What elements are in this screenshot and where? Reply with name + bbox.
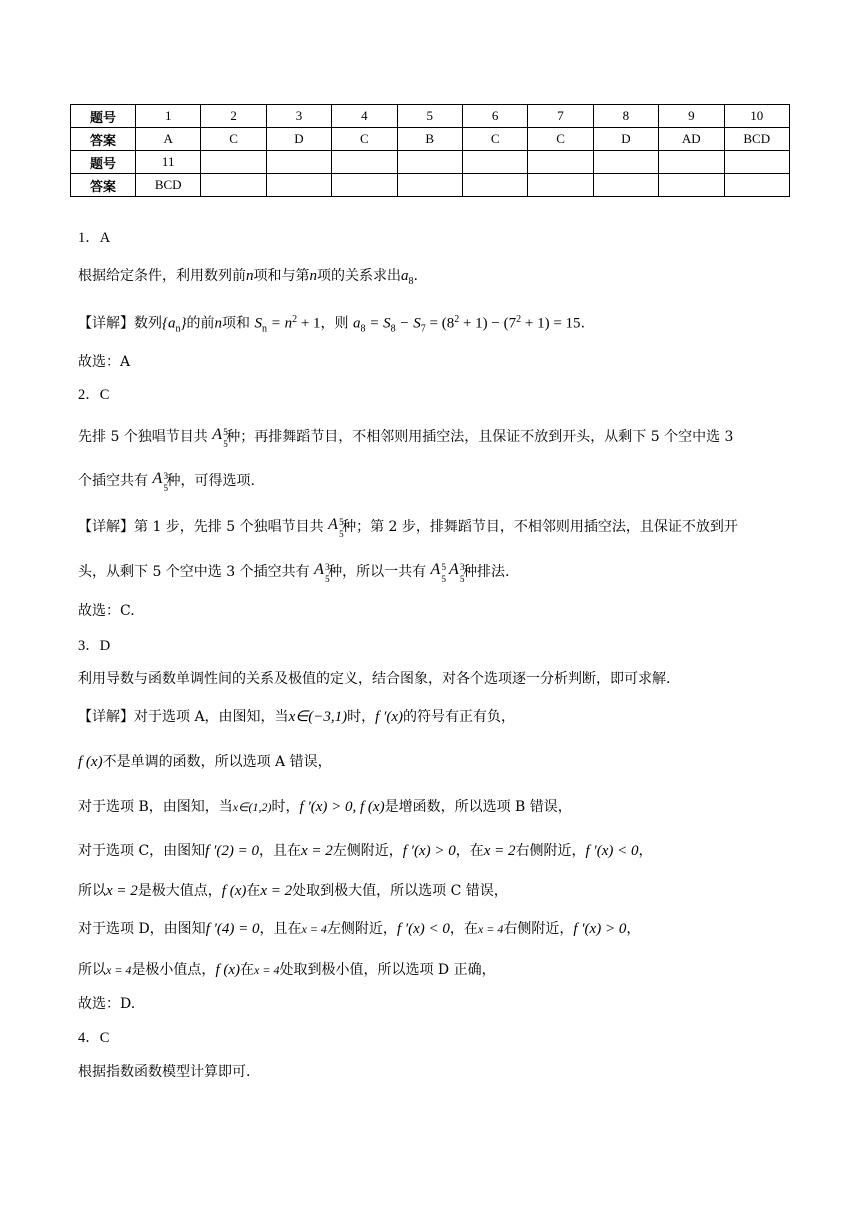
table-cell xyxy=(659,151,724,174)
text: 个插空共有 xyxy=(78,473,148,489)
q3-detail-line4 xyxy=(78,841,652,861)
math-sub: 5 xyxy=(223,439,228,449)
table-cell xyxy=(201,174,266,197)
text: 是极大值点， xyxy=(137,883,222,899)
q2-analysis-line1 xyxy=(78,426,733,447)
table-cell xyxy=(266,174,331,197)
math: x∈(−3,1) xyxy=(288,709,348,725)
table-row xyxy=(71,151,790,174)
math: a xyxy=(353,315,361,332)
text: 所以 xyxy=(78,883,106,899)
math-sup: 5 xyxy=(339,517,344,527)
text: 根据给定条件，利用数列前 xyxy=(78,268,246,284)
text: ，则 xyxy=(320,315,349,332)
math: A xyxy=(328,516,338,533)
math-sub: 5 xyxy=(163,483,168,493)
math: f (x) xyxy=(215,962,241,978)
table-row xyxy=(71,105,790,128)
math: x = 4 xyxy=(106,963,132,977)
permutation-symbol xyxy=(314,561,330,584)
q2-title: 2．C xyxy=(78,387,110,403)
table-header-cell: 题号 xyxy=(71,151,136,174)
q4-analysis: 根据指数函数模型计算即可. xyxy=(78,1064,251,1080)
text: 右侧附近， xyxy=(515,843,586,859)
text: 种排法. xyxy=(462,564,510,580)
math: = S xyxy=(365,315,391,332)
q2-choice: 故选：C. xyxy=(78,603,135,619)
table-cell: AD xyxy=(659,128,724,151)
math: x = 2 xyxy=(106,883,138,899)
text: 种，可得选项. xyxy=(166,473,255,489)
math: n xyxy=(246,268,254,284)
table-row xyxy=(71,174,790,197)
table-cell: D xyxy=(593,128,658,151)
q1-detail xyxy=(78,310,585,339)
q3-title: 3．D xyxy=(78,638,111,654)
q2-detail-line2 xyxy=(78,561,509,582)
table-cell: 9 xyxy=(659,105,724,128)
math-sup: 3 xyxy=(325,562,330,572)
math: + 1) − (7 xyxy=(459,315,517,332)
math: A xyxy=(152,470,163,487)
math: x = 2 xyxy=(260,883,293,899)
table-cell xyxy=(332,174,397,197)
table-header-cell: 题号 xyxy=(71,105,136,128)
math-sub: 5 xyxy=(325,574,330,584)
text: 对于选项 B，由图知，当 xyxy=(78,799,233,815)
text: 项和 xyxy=(222,315,250,332)
text: 左侧附近， xyxy=(332,843,403,859)
math-sub: n xyxy=(261,323,267,335)
table-cell xyxy=(266,151,331,174)
table-cell: C xyxy=(462,128,527,151)
q3-detail-line7 xyxy=(78,960,496,980)
permutation-symbol xyxy=(152,470,168,493)
table-header-cell: 答案 xyxy=(71,128,136,151)
math: + 1) = 15 xyxy=(521,315,581,332)
table-cell: BCD xyxy=(136,174,201,197)
math: + 1 xyxy=(297,315,321,332)
table-cell xyxy=(332,151,397,174)
math-sup: 3 xyxy=(459,562,465,572)
table-cell: 11 xyxy=(136,151,201,174)
q3-detail-line3 xyxy=(78,797,572,817)
q3-detail-line6 xyxy=(78,919,640,939)
text: 左侧附近， xyxy=(326,921,397,937)
math: f ′(x) > 0 xyxy=(402,843,456,859)
text: 是极小值点， xyxy=(131,962,216,978)
math: f ′(x) xyxy=(375,709,404,725)
q4-title: 4．C xyxy=(78,1030,110,1046)
math: n xyxy=(309,268,317,284)
q3-detail-line1 xyxy=(78,707,515,727)
text: 的符号有正有负， xyxy=(403,709,516,725)
math: x = 2 xyxy=(300,843,333,859)
text: 对于选项 C，由图知 xyxy=(78,843,206,859)
text: ，在 xyxy=(455,843,484,859)
table-cell: 2 xyxy=(201,105,266,128)
math: n xyxy=(214,315,222,332)
math: A xyxy=(212,426,223,443)
text: ， xyxy=(638,843,653,859)
math-sup: 2 xyxy=(292,314,298,325)
table-cell xyxy=(397,151,462,174)
table-cell: C xyxy=(201,128,266,151)
detail-label: 【详解】 xyxy=(78,315,134,332)
text: 项的关系求出 xyxy=(317,268,401,284)
math: x = 4 xyxy=(254,963,280,977)
table-cell: 4 xyxy=(332,105,397,128)
table-cell: 7 xyxy=(528,105,593,128)
table-cell xyxy=(593,174,658,197)
math: − S xyxy=(395,315,421,332)
answer-table xyxy=(70,104,790,197)
math: x = 4 xyxy=(301,922,327,936)
table-cell: 6 xyxy=(462,105,527,128)
table-header-cell: 答案 xyxy=(71,174,136,197)
text: ， xyxy=(626,921,641,937)
text: 时， xyxy=(271,799,300,815)
table-cell: D xyxy=(266,128,331,151)
math: f ′(2) = 0 xyxy=(205,843,259,859)
table-cell: A xyxy=(136,128,201,151)
math-sub: 8 xyxy=(390,323,396,335)
math-sub: 8 xyxy=(360,323,366,335)
text: 种，所以一共有 xyxy=(328,564,427,580)
math: A xyxy=(430,561,441,578)
math: = n xyxy=(266,315,293,332)
text: ，在 xyxy=(449,921,478,937)
math-sub: 5 xyxy=(339,529,344,539)
text: 右侧附近， xyxy=(503,921,574,937)
table-cell: 10 xyxy=(724,105,789,128)
text: . xyxy=(580,315,586,332)
q3-detail-line5 xyxy=(78,881,508,901)
permutation-symbol xyxy=(212,426,228,449)
table-cell: 1 xyxy=(136,105,201,128)
math: x∈(1,2) xyxy=(232,800,272,814)
math-sup: 5 xyxy=(441,562,447,572)
math: S xyxy=(254,315,262,332)
table-cell: C xyxy=(528,128,593,151)
permutation-symbol xyxy=(448,561,465,584)
text: 处取到极小值，所以选项 D 正确， xyxy=(279,962,496,978)
math: A xyxy=(448,561,459,578)
table-cell xyxy=(201,151,266,174)
table-cell xyxy=(724,174,789,197)
text: 时， xyxy=(347,709,376,725)
math-sub: 5 xyxy=(459,574,465,584)
text: ，且在 xyxy=(258,843,301,859)
detail-label: 【详解】 xyxy=(78,519,134,535)
q3-detail-line2 xyxy=(78,752,332,772)
q3-choice: 故选：D. xyxy=(78,996,136,1012)
math: {a xyxy=(162,315,176,332)
text: 第 1 步，先排 5 个独唱节目共 xyxy=(134,519,324,535)
math-sup: 2 xyxy=(454,314,460,325)
text: 处取到极大值，所以选项 C 错误， xyxy=(292,883,508,899)
math-sub: 8 xyxy=(408,275,414,287)
text: 项和与第 xyxy=(253,268,310,284)
table-cell: 5 xyxy=(397,105,462,128)
table-cell: 3 xyxy=(266,105,331,128)
text: 所以 xyxy=(78,962,106,978)
table-cell xyxy=(462,174,527,197)
math-sub: n xyxy=(175,323,181,335)
table-cell xyxy=(462,151,527,174)
table-cell xyxy=(659,174,724,197)
math: f ′(x) > 0, f (x) xyxy=(299,799,385,815)
table-cell: B xyxy=(397,128,462,151)
text: 对于选项 D，由图知 xyxy=(78,921,206,937)
text: 在 xyxy=(240,962,255,978)
text: 先排 5 个独唱节目共 xyxy=(78,429,208,445)
text: 在 xyxy=(246,883,261,899)
math-sup: 5 xyxy=(223,427,228,437)
math: f (x) xyxy=(78,754,103,770)
text: 种；再排舞蹈节目，不相邻则用插空法，且保证不放到开头，从剩下 5 个空中选 3 xyxy=(226,429,734,445)
table-cell xyxy=(528,174,593,197)
table-cell xyxy=(724,151,789,174)
text: 头，从剩下 5 个空中选 3 个插空共有 xyxy=(78,564,310,580)
math-sub: 7 xyxy=(420,323,426,335)
q1-title: 1．A xyxy=(78,230,111,246)
text: ，且在 xyxy=(259,921,302,937)
table-cell: C xyxy=(332,128,397,151)
table-cell: 8 xyxy=(593,105,658,128)
math: } xyxy=(180,315,187,332)
text: 是增函数，所以选项 B 错误， xyxy=(384,799,572,815)
math: x = 2 xyxy=(483,843,516,859)
math: A xyxy=(314,561,324,578)
table-cell xyxy=(593,151,658,174)
table-row xyxy=(71,128,790,151)
permutation-symbol xyxy=(328,516,344,539)
math: f ′(x) > 0 xyxy=(573,921,627,937)
table-cell xyxy=(397,174,462,197)
table-cell: BCD xyxy=(724,128,789,151)
math: f (x) xyxy=(221,883,247,899)
text: 数列 xyxy=(134,315,162,332)
q1-analysis xyxy=(78,266,418,292)
permutation-symbol xyxy=(430,561,447,584)
math-sup: 2 xyxy=(516,314,522,325)
math: f ′(x) < 0 xyxy=(585,843,639,859)
math-sub: 5 xyxy=(441,574,447,584)
detail-label: 【详解】 xyxy=(78,709,134,725)
math: f ′(x) < 0 xyxy=(396,921,450,937)
math: f ′(4) = 0 xyxy=(205,921,260,937)
q2-analysis-line2 xyxy=(78,470,255,491)
text: 不是单调的函数，所以选项 A 错误， xyxy=(102,754,332,770)
text: 的前 xyxy=(186,315,215,332)
text: . xyxy=(413,268,418,284)
text: 种；第 2 步，排舞蹈节目，不相邻则用插空法，且保证不放到开 xyxy=(342,519,738,535)
q1-choice: 故选：A xyxy=(78,354,131,370)
math-sup: 3 xyxy=(163,471,168,481)
q2-detail-line1 xyxy=(78,516,738,537)
math: a xyxy=(401,268,409,284)
math: = (8 xyxy=(425,315,455,332)
text: 对于选项 A，由图知，当 xyxy=(134,709,289,725)
table-cell xyxy=(528,151,593,174)
math: x = 4 xyxy=(477,922,504,936)
q3-analysis: 利用导数与函数单调性间的关系及极值的定义，结合图象，对各个选项逐一分析判断，即可求解. xyxy=(78,671,671,687)
